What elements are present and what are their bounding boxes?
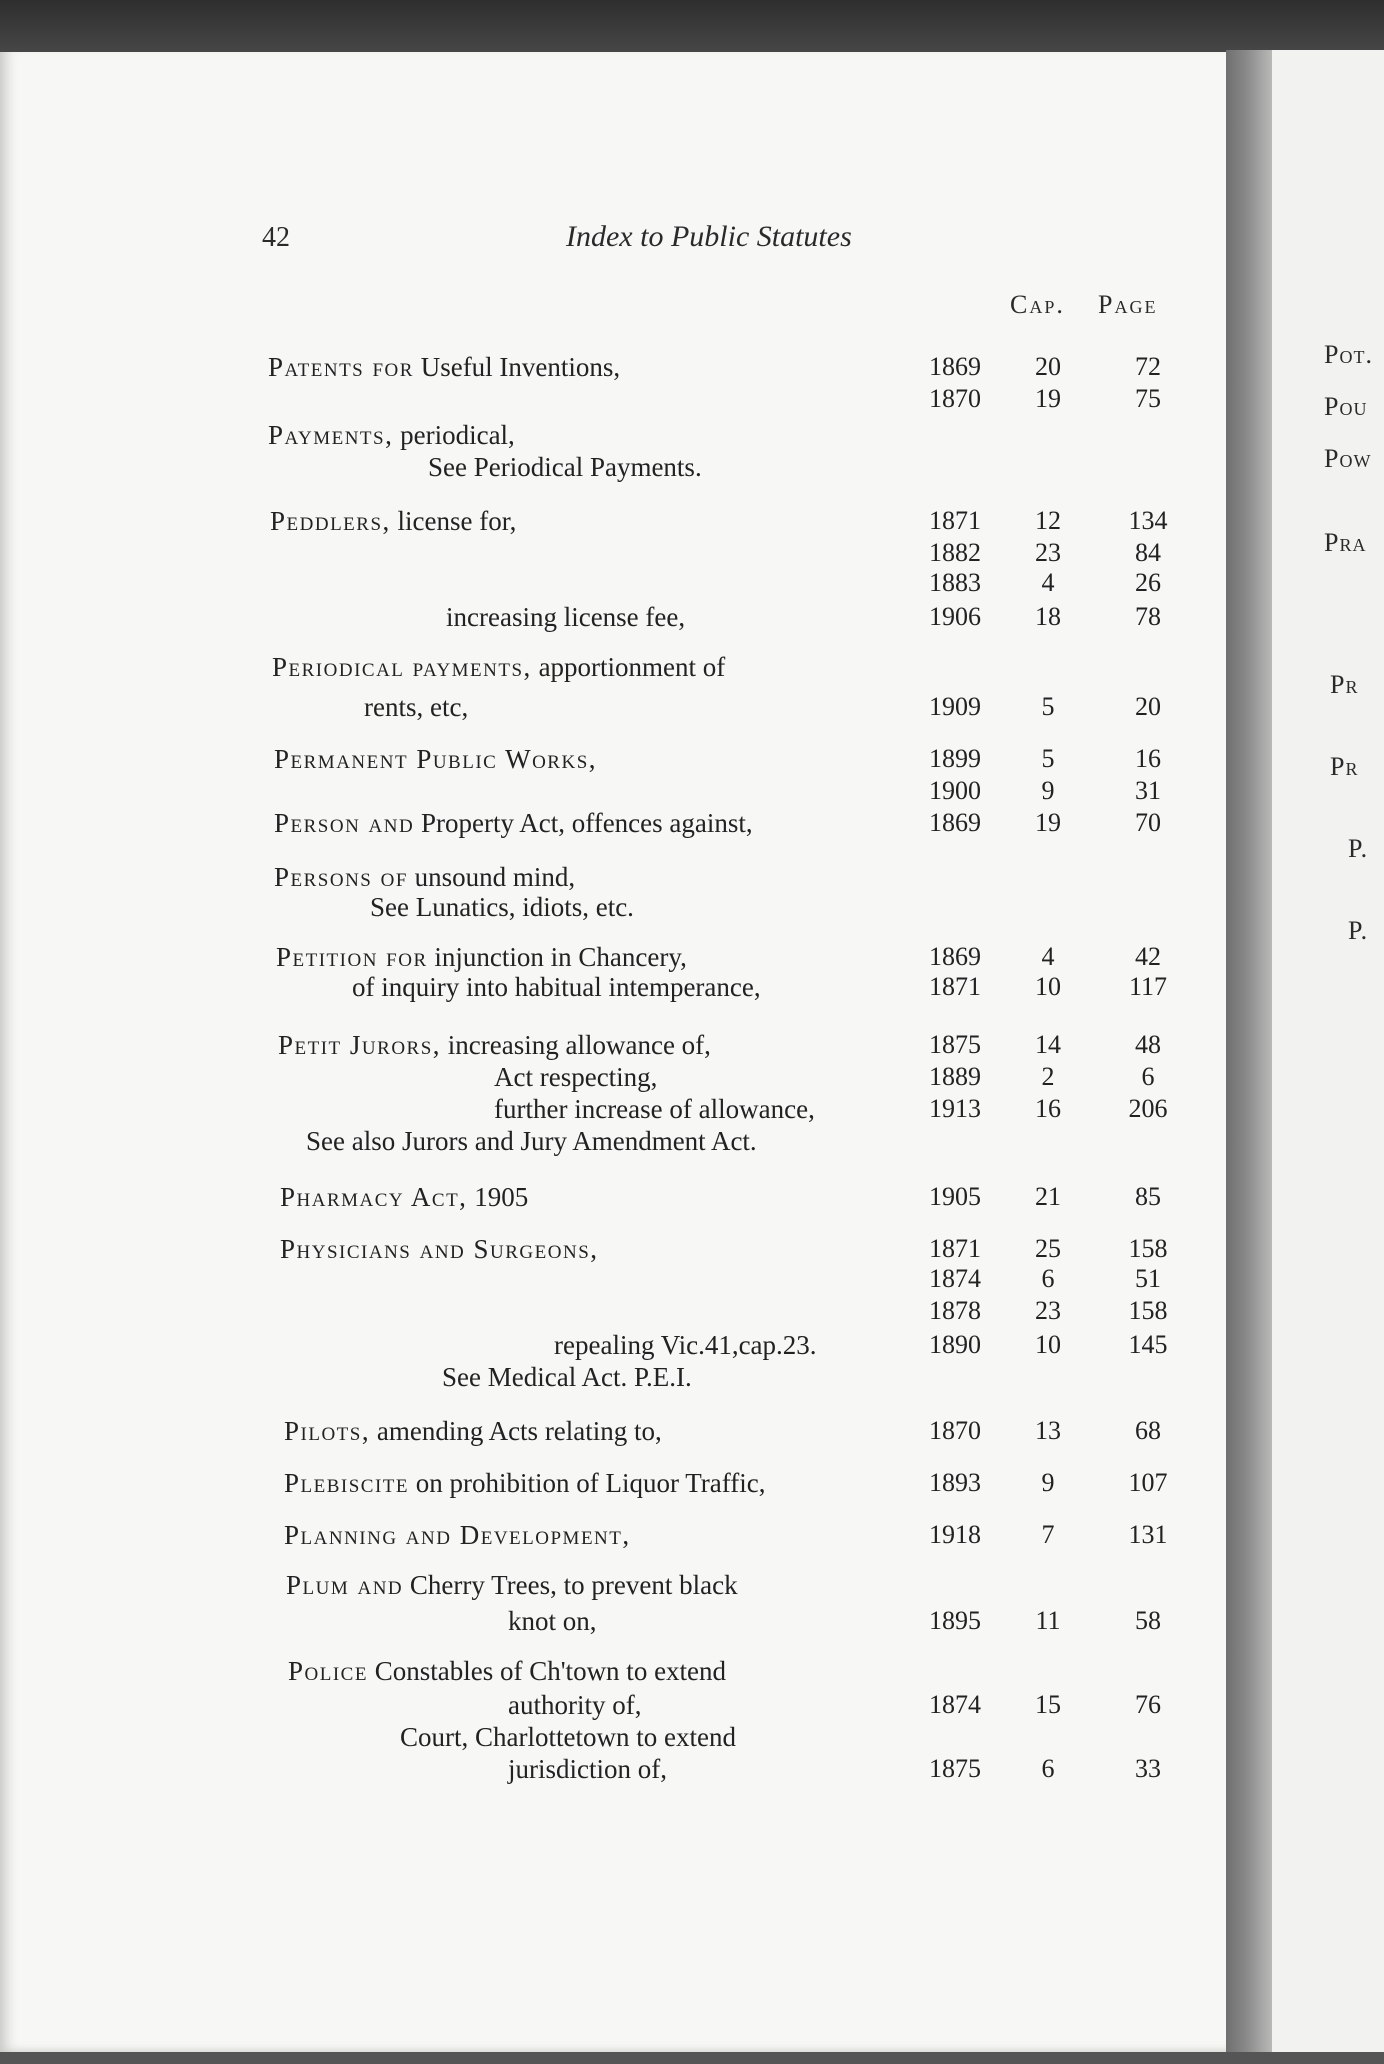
page-ref: 158: [1128, 1234, 1168, 1263]
chapter: 19: [1035, 808, 1061, 837]
index-line: [0, 566, 1230, 600]
chapter: 7: [1041, 1520, 1055, 1549]
year: 1895: [929, 1606, 981, 1635]
page-ref: 76: [1135, 1690, 1161, 1719]
chapter: 2: [1041, 1062, 1055, 1091]
page-ref: 42: [1135, 942, 1161, 971]
entry-text: Cherry Trees, to prevent black: [403, 1570, 738, 1600]
chapter: 4: [1041, 568, 1055, 597]
index-line: [0, 1466, 1230, 1500]
index-line: [0, 1180, 1230, 1214]
page-ref: 206: [1128, 1094, 1168, 1123]
chapter: 15: [1035, 1690, 1061, 1719]
year: 1871: [929, 972, 981, 1001]
page-ref: 68: [1135, 1416, 1161, 1445]
page-ref: 72: [1135, 352, 1161, 381]
year: 1870: [929, 1416, 981, 1445]
entry-heading: Patents for: [268, 352, 414, 382]
facing-fragment: Pow: [1324, 444, 1372, 473]
year: 1869: [929, 352, 981, 381]
entry-heading: Plebiscite: [284, 1468, 410, 1498]
entry-heading: Petit Jurors,: [278, 1030, 442, 1060]
year: 1913: [929, 1094, 981, 1123]
entry-text: on prohibition of Liquor Traffic,: [409, 1468, 766, 1498]
facing-fragment: Pot.: [1324, 340, 1373, 369]
index-line: [0, 890, 1230, 924]
entry-text: Court, Charlottetown to extend: [400, 1722, 736, 1752]
year: 1869: [929, 808, 981, 837]
index-line: [0, 1092, 1230, 1126]
page-ref: 51: [1135, 1264, 1161, 1293]
chapter: 10: [1035, 1330, 1061, 1359]
entry-text: authority of,: [508, 1690, 642, 1720]
index-line: [0, 1518, 1230, 1552]
facing-page-edge: [1272, 50, 1384, 2064]
entry-text: increasing allowance of,: [441, 1030, 711, 1060]
page-ref: 107: [1128, 1468, 1168, 1497]
index-line: [0, 1060, 1230, 1094]
year: 1874: [929, 1690, 981, 1719]
index-line: [0, 1688, 1230, 1722]
facing-fragment: Pr: [1330, 670, 1359, 699]
index-line: [0, 450, 1230, 484]
index-line: [0, 600, 1230, 634]
page-ref: 145: [1128, 1330, 1168, 1359]
year: 1890: [929, 1330, 981, 1359]
year: 1869: [929, 942, 981, 971]
year: 1900: [929, 776, 981, 805]
entry-text: injunction in Chancery,: [427, 942, 687, 972]
entry-text: of inquiry into habitual intemperance,: [352, 972, 761, 1002]
chapter: 23: [1035, 538, 1061, 567]
index-line: [0, 774, 1230, 808]
page-ref: 20: [1135, 692, 1161, 721]
page-ref: 78: [1135, 602, 1161, 631]
entry-heading: Petition for: [276, 942, 428, 972]
index-line: [0, 1568, 1230, 1602]
chapter: 23: [1035, 1296, 1061, 1325]
chapter: 6: [1041, 1264, 1055, 1293]
chapter: 20: [1035, 352, 1061, 381]
chapter: 21: [1035, 1182, 1061, 1211]
year: 1906: [929, 602, 981, 631]
entry-heading: Pharmacy Act,: [280, 1182, 468, 1212]
year: 1899: [929, 744, 981, 773]
index-line: [0, 1720, 1230, 1754]
index-line: [0, 1262, 1230, 1296]
index-line: [0, 1124, 1230, 1158]
page-ref: 117: [1128, 972, 1168, 1001]
entry-text: further increase of allowance,: [494, 1094, 815, 1124]
year: 1918: [929, 1520, 981, 1549]
page-ref: 75: [1135, 384, 1161, 413]
entry-text: rents, etc,: [364, 692, 469, 722]
entry-heading: Planning and Development,: [284, 1520, 631, 1550]
page-ref: 6: [1141, 1062, 1155, 1091]
index-line: [0, 418, 1230, 452]
scan-bottom-edge: [0, 2052, 1384, 2064]
index-line: [0, 1232, 1230, 1266]
page-ref: 58: [1135, 1606, 1161, 1635]
year: 1871: [929, 506, 981, 535]
chapter: 11: [1035, 1606, 1061, 1635]
index-line: [0, 742, 1230, 776]
facing-fragment: Pra: [1324, 528, 1367, 557]
facing-fragment: Pr: [1330, 752, 1359, 781]
entry-heading: Payments,: [268, 420, 394, 450]
entry-text: Useful Inventions,: [413, 352, 621, 382]
page-column-header: Page: [1098, 290, 1158, 319]
page-ref: 158: [1128, 1296, 1168, 1325]
facing-fragment: P.: [1348, 916, 1369, 945]
index-line: [0, 382, 1230, 416]
page-ref: 134: [1128, 506, 1168, 535]
year: 1870: [929, 384, 981, 413]
index-line: [0, 860, 1230, 894]
year: 1909: [929, 692, 981, 721]
page-ref: 48: [1135, 1030, 1161, 1059]
index-line: [0, 690, 1230, 724]
entry-text: Constables of Ch'town to extend: [367, 1656, 727, 1686]
entry-heading: Peddlers,: [270, 506, 391, 536]
index-line: [0, 1294, 1230, 1328]
facing-fragment: Pou: [1324, 392, 1368, 421]
chapter: 4: [1041, 942, 1055, 971]
index-line: [0, 1654, 1230, 1688]
entry-text: Act respecting,: [494, 1062, 658, 1092]
running-title: Index to Public Statutes: [566, 220, 852, 253]
chapter: 13: [1035, 1416, 1061, 1445]
entry-heading: Plum and: [286, 1570, 404, 1600]
facing-fragment: P.: [1348, 834, 1369, 863]
year: 1875: [929, 1754, 981, 1783]
entry-text: See also Jurors and Jury Amendment Act.: [306, 1126, 757, 1156]
index-line: [0, 806, 1230, 840]
chapter: 5: [1041, 692, 1055, 721]
year: 1883: [929, 568, 981, 597]
index-line: [0, 1360, 1230, 1394]
page-ref: 84: [1135, 538, 1161, 567]
entry-text: jurisdiction of,: [508, 1754, 667, 1784]
year: 1878: [929, 1296, 981, 1325]
entry-text: increasing license fee,: [446, 602, 686, 632]
chapter: 19: [1035, 384, 1061, 413]
chapter: 9: [1041, 1468, 1055, 1497]
page-ref: 16: [1135, 744, 1161, 773]
chapter: 18: [1035, 602, 1061, 631]
chapter: 16: [1035, 1094, 1061, 1123]
entry-heading: Pilots,: [284, 1416, 371, 1446]
index-line: [0, 504, 1230, 538]
page-number: 42: [262, 222, 290, 253]
chapter: 14: [1035, 1030, 1061, 1059]
entry-text: See Periodical Payments.: [428, 452, 702, 482]
entry-text: See Lunatics, idiots, etc.: [370, 892, 634, 922]
entry-text: license for,: [390, 506, 517, 536]
entry-text: apportionment of: [531, 652, 726, 682]
year: 1882: [929, 538, 981, 567]
year: 1893: [929, 1468, 981, 1497]
index-line: [0, 350, 1230, 384]
page-ref: 26: [1135, 568, 1161, 597]
index-line: [0, 536, 1230, 570]
year: 1889: [929, 1062, 981, 1091]
chapter: 25: [1035, 1234, 1061, 1263]
entry-text: amending Acts relating to,: [370, 1416, 662, 1446]
year: 1871: [929, 1234, 981, 1263]
entry-heading: Permanent Public Works,: [274, 744, 598, 774]
entry-text: knot on,: [508, 1606, 597, 1636]
year: 1875: [929, 1030, 981, 1059]
year: 1874: [929, 1264, 981, 1293]
entry-heading: Person and: [274, 808, 415, 838]
entry-text: See Medical Act. P.E.I.: [442, 1362, 692, 1392]
index-line: [0, 970, 1230, 1004]
chapter: 5: [1041, 744, 1055, 773]
page-ref: 85: [1135, 1182, 1161, 1211]
index-line: [0, 650, 1230, 684]
page-ref: 70: [1135, 808, 1161, 837]
book-gutter-shadow: [1226, 50, 1272, 2064]
index-line: [0, 1028, 1230, 1062]
entry-heading: Periodical payments,: [272, 652, 532, 682]
page-ref: 33: [1135, 1754, 1161, 1783]
entry-heading: Persons of: [274, 862, 408, 892]
chapter: 9: [1041, 776, 1055, 805]
chapter: 6: [1041, 1754, 1055, 1783]
page-ref: 131: [1128, 1520, 1168, 1549]
entry-heading: Police: [288, 1656, 368, 1686]
index-line: [0, 1752, 1230, 1786]
index-line: [0, 1604, 1230, 1638]
chapter: 12: [1035, 506, 1061, 535]
index-line: [0, 1328, 1230, 1362]
entry-text: periodical,: [393, 420, 515, 450]
entry-text: unsound mind,: [407, 862, 576, 892]
entry-text: 1905: [467, 1182, 529, 1212]
page-ref: 31: [1135, 776, 1161, 805]
index-line: [0, 940, 1230, 974]
entry-heading: Physicians and Surgeons,: [280, 1234, 599, 1264]
cap-column-header: Cap.: [1010, 290, 1065, 319]
index-line: [0, 1414, 1230, 1448]
year: 1905: [929, 1182, 981, 1211]
entry-text: Property Act, offences against,: [414, 808, 753, 838]
entry-text: repealing Vic.41,cap.23.: [554, 1330, 817, 1360]
chapter: 10: [1035, 972, 1061, 1001]
